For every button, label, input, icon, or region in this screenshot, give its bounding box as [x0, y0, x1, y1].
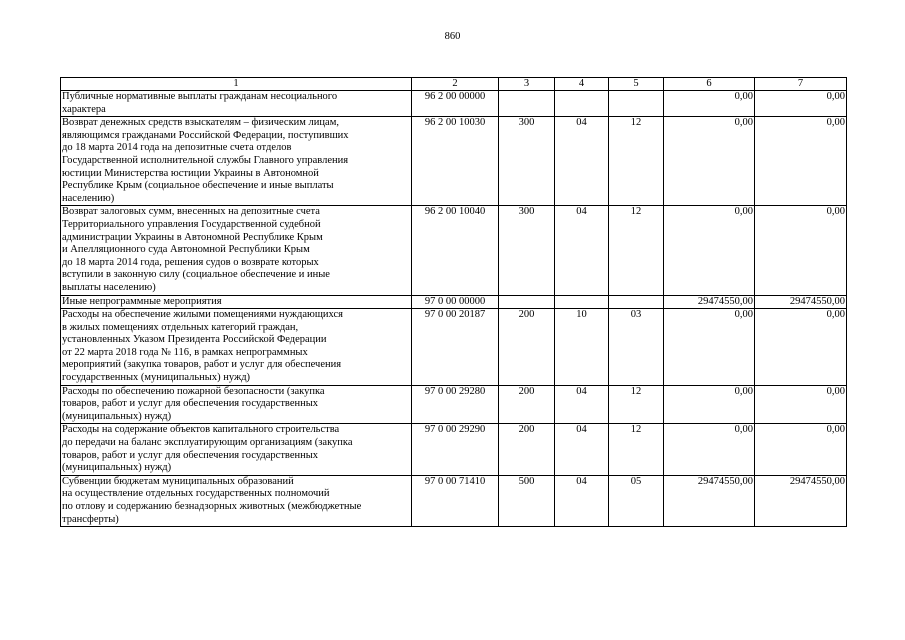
- row-expense-type: [499, 295, 555, 309]
- row-subsection: 03: [609, 309, 664, 386]
- table-row: [61, 385, 847, 424]
- row-subsection: 05: [609, 475, 664, 526]
- row-amount-2: 0,00: [755, 117, 847, 206]
- row-target-code: 96 2 00 10040: [412, 206, 499, 295]
- header-col-1: 1: [61, 78, 412, 91]
- row-section: 04: [555, 424, 609, 475]
- header-col-2: 2: [412, 78, 499, 91]
- row-amount-2: 0,00: [755, 206, 847, 295]
- row-subsection: 12: [609, 385, 664, 424]
- header-col-5: 5: [609, 78, 664, 91]
- row-name: Расходы на содержание объектов капитального строительства до передачи на баланс эксплуатирующим организациям (закупка товаров, работ и услуг для обеспечения государственных (муниципальных) нужд): [61, 424, 412, 475]
- row-name: Субвенции бюджетам муниципальных образований на осуществление отдельных государственных полномочий по отлову и содержанию безнадзорных животных (межбюджетные трансферты): [61, 475, 412, 526]
- row-amount-1: 0,00: [664, 385, 755, 424]
- row-target-code: 97 0 00 29290: [412, 424, 499, 475]
- header-col-6: 6: [664, 78, 755, 91]
- row-target-code: 96 2 00 00000: [412, 91, 499, 117]
- table-row: [61, 117, 847, 206]
- table-row: [61, 295, 847, 309]
- row-subsection: [609, 91, 664, 117]
- header-col-3: 3: [499, 78, 555, 91]
- row-subsection: [609, 295, 664, 309]
- header-row: [61, 78, 847, 91]
- row-subsection: 12: [609, 206, 664, 295]
- row-expense-type: 200: [499, 309, 555, 386]
- budget-table: [60, 77, 847, 527]
- row-name: Расходы на обеспечение жилыми помещениями нуждающихся в жилых помещениях отдельных категорий граждан, установленных Указом Президента Российской Федерации от 22 марта 2018 года № 116, в рамках непрограммных мероприятий (закупка товаров, работ и услуг для обеспечения государственных (муниципальных) нужд): [61, 309, 412, 386]
- row-target-code: 96 2 00 10030: [412, 117, 499, 206]
- row-amount-2: 0,00: [755, 309, 847, 386]
- row-subsection: 12: [609, 424, 664, 475]
- row-section: 10: [555, 309, 609, 386]
- row-target-code: 97 0 00 29280: [412, 385, 499, 424]
- row-target-code: 97 0 00 71410: [412, 475, 499, 526]
- row-amount-2: 29474550,00: [755, 475, 847, 526]
- row-amount-1: 0,00: [664, 91, 755, 117]
- page-number: 860: [444, 31, 461, 42]
- row-amount-1: 0,00: [664, 206, 755, 295]
- table-row: [61, 206, 847, 295]
- table-row: [61, 475, 847, 526]
- row-amount-1: 0,00: [664, 117, 755, 206]
- row-section: 04: [555, 117, 609, 206]
- row-section: [555, 91, 609, 117]
- row-name: Возврат залоговых сумм, внесенных на депозитные счета Территориального управления Государственной судебной администрации Украины в Автономной Республике Крым и Апелляционного суда Автономной Республики Крым до 18 марта 2014 года, решения судов о возврате которых вступили в законную силу (социальное обеспечение и иные выплаты населению): [61, 206, 412, 295]
- row-target-code: 97 0 00 00000: [412, 295, 499, 309]
- header-col-4: 4: [555, 78, 609, 91]
- table-row: [61, 309, 847, 386]
- row-amount-2: 0,00: [755, 385, 847, 424]
- row-amount-2: 0,00: [755, 91, 847, 117]
- row-expense-type: [499, 91, 555, 117]
- row-amount-1: 0,00: [664, 309, 755, 386]
- row-expense-type: 500: [499, 475, 555, 526]
- row-expense-type: 300: [499, 206, 555, 295]
- row-amount-2: 29474550,00: [755, 295, 847, 309]
- row-expense-type: 200: [499, 385, 555, 424]
- row-amount-1: 0,00: [664, 424, 755, 475]
- row-section: 04: [555, 206, 609, 295]
- row-name: Иные непрограммные мероприятия: [61, 295, 412, 309]
- row-target-code: 97 0 00 20187: [412, 309, 499, 386]
- table-row: [61, 424, 847, 475]
- row-section: 04: [555, 385, 609, 424]
- row-expense-type: 200: [499, 424, 555, 475]
- row-expense-type: 300: [499, 117, 555, 206]
- row-name: Возврат денежных средств взыскателям – физическим лицам, являющимся гражданами Российской Федерации, поступивших до 18 марта 2014 года на депозитные счета отделов Государственной исполнительной службы Главного управления юстиции Министерства юстиции Украины в Автономной Республике Крым (социальное обеспечение и иные выплаты населению): [61, 117, 412, 206]
- row-subsection: 12: [609, 117, 664, 206]
- row-amount-2: 0,00: [755, 424, 847, 475]
- row-name: Публичные нормативные выплаты гражданам несоциального характера: [61, 91, 412, 117]
- header-col-7: 7: [755, 78, 847, 91]
- row-section: 04: [555, 475, 609, 526]
- row-amount-1: 29474550,00: [664, 475, 755, 526]
- table-row: [61, 91, 847, 117]
- row-section: [555, 295, 609, 309]
- row-name: Расходы по обеспечению пожарной безопасности (закупка товаров, работ и услуг для обеспечения государственных (муниципальных) нужд): [61, 385, 412, 424]
- row-amount-1: 29474550,00: [664, 295, 755, 309]
